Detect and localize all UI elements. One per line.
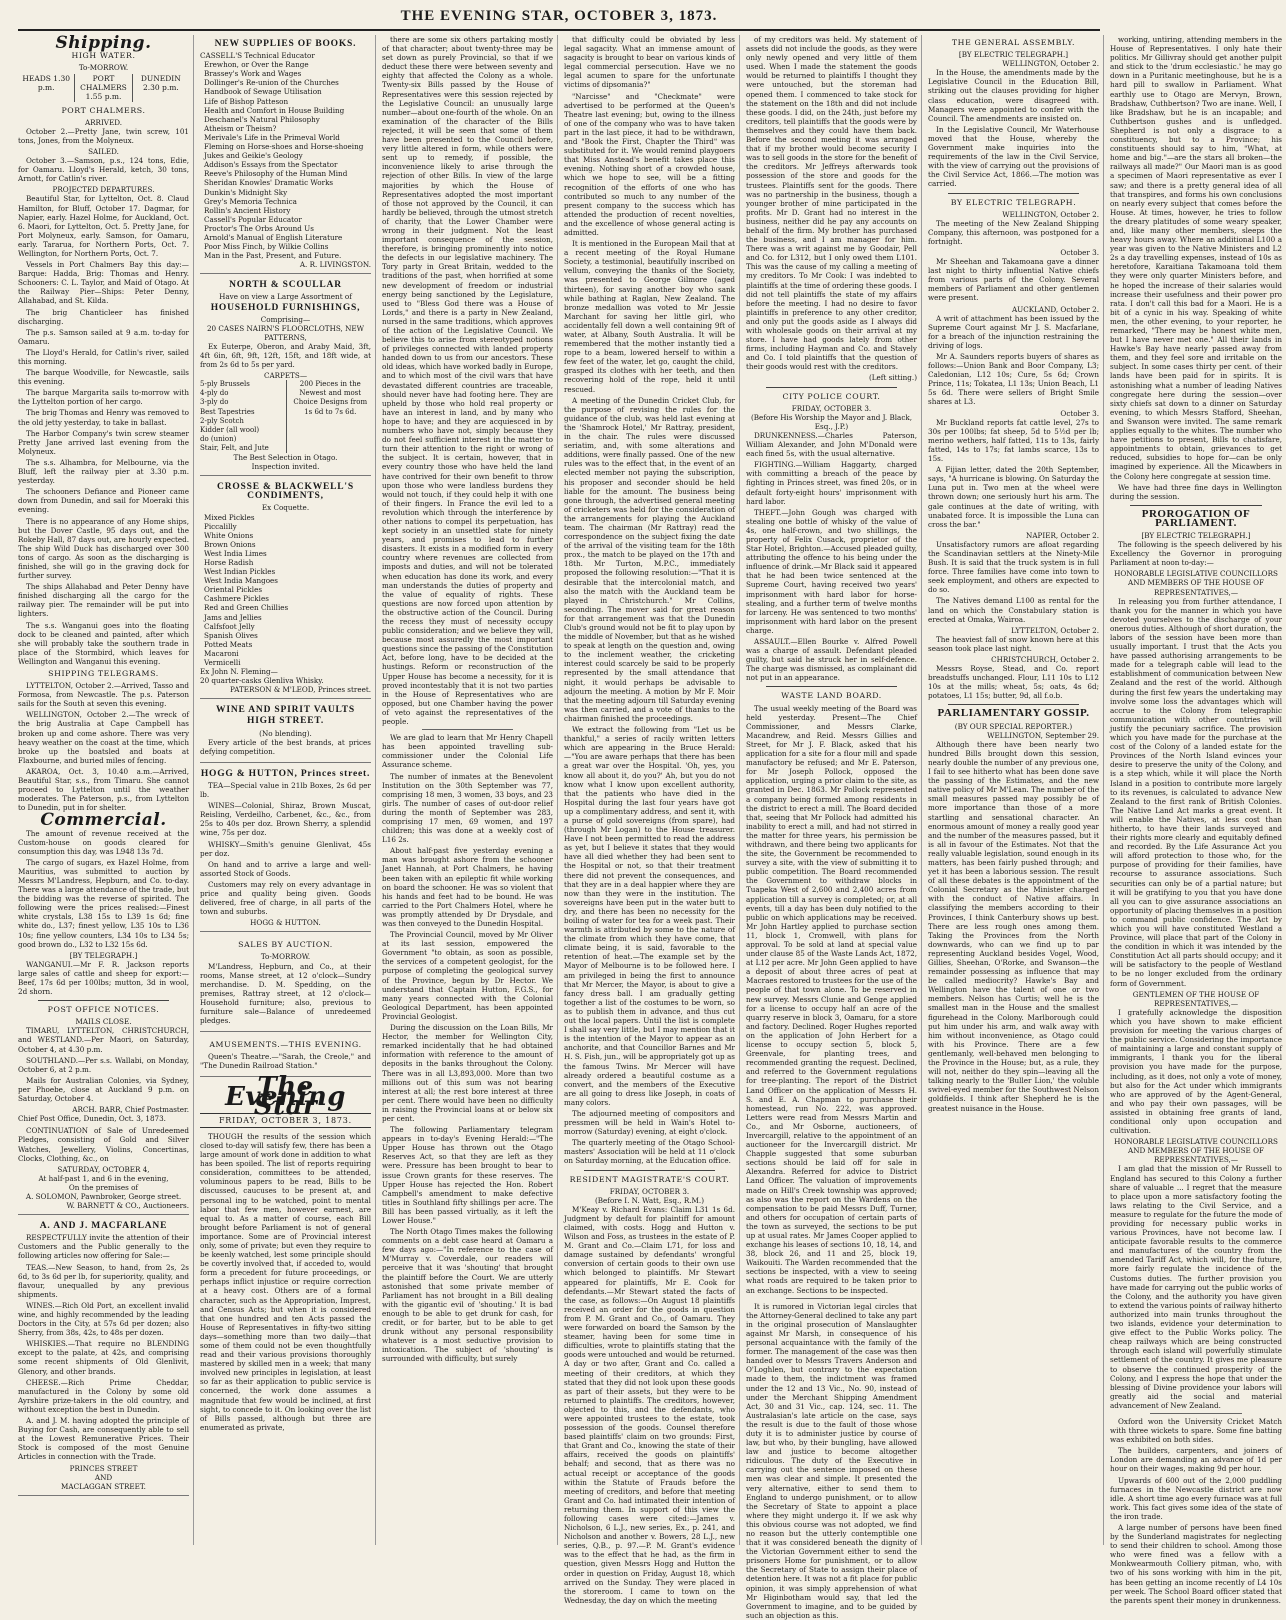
ad-text: CONTINUATION of Sale of Unredeemed Pledges, consisting of Gold and Silver Watches, Jewellery, Violins, Concertinas, Clocks, Clothing, &c., on (18, 1126, 189, 1163)
book-item: Jukes and Geikie's Geology (204, 151, 303, 161)
by-telegraph-label: [BY ELECTRIC TELEGRAPH.] (1141, 530, 1251, 540)
dateline-place: WELLINGTON, October 2. (1002, 59, 1099, 69)
ad-heading: WINE AND SPIRIT VAULTS (216, 705, 355, 716)
arrived-text: October 2.—Pretty Jane, twin screw, 101 tons, Jones, from the Molyneux. (18, 126, 189, 145)
divider (766, 387, 897, 388)
condiment-item: Potted Meats (204, 639, 253, 649)
rm-court-text: M'Keay v. Richard Evans: Claim L31 1s 6d. Judgment by default for plaintiff for amount claimed, with costs. Hogg and Hutton v. Wilson and Foss, as trustees in the estate of P. M. Grant and Co.—Claim L71, for loss and damage sustained by defendants' wrongful conversion of certain goods to their own use which belonged to plaintiffs. Mr Stewart appeared for plaintiffs, Mr E. Cook for defendants.—Mr Stewart stated the facts of the case, as follows:—On August 18 plaintiffs received an order for the goods in question from P. M. Grant and Co., of Oamaru. They were forwarded on board the Samson by the steamer, having been for some time in difficulties, wrote to plaintiffs stating that the goods were untouched and would be returned. A day or two after, Grant and Co. called a meeting of their creditors, at which they stated that they did not look upon these goods as part of their assets, but they were to be returned to plaintiffs. The creditors, however, objected to this, and the defendants, who were appointed trustees to the estate, took possession of the goods. Counsel therefore based plaintiffs' claim on two grounds: First, that Grant and Co., knowing the state of their affairs, received the goods on plaintiffs' behalf; and second, that as there was no actual receipt or acceptance of the goods within the Statute of Frauds before the meeting of creditors, and before that meeting Grant and Co. had intimated their intention of returning them. In support of this view the following cases were cited:—James v. Nicholson, 6 L.J., new series, Ex., p. 241, and Nicholson and another v. Bowers, 28 L.J., new series, Q.B., p. 97.—P. M. Grant's evidence was to the effect that he had, as the firm in question, given Messrs Hogg and Hutton the order in question on Friday, August 18, which arrived on the Sunday. They were placed in the storeroom. I came to town on the Wednesday, the day on which the meeting (564, 1204, 735, 1605)
ad-signature: PATERSON & M'LEOD, Princes street. (230, 685, 371, 695)
columns (18, 33, 1282, 1620)
condiment-item: Mixed Pickles (204, 512, 255, 522)
divider (38, 1000, 169, 1001)
telegraph-text: A writ of attachment has been issued by the Supreme Court against Mr J. S. Macfarlane, for a breach of the injunction restraining the driving of logs. (928, 313, 1099, 350)
ad-heading: HOGG & HUTTON, Princes street. (200, 768, 371, 779)
book-item: Erewhon, or Over the Range (204, 60, 309, 70)
condiment-item: Oriental Pickles (204, 585, 263, 595)
ad-text: M'Landress, Hepburn, and Co., at their rooms, Manse street, at 12 o'clock—Sundry merchandise. D. M. Spedding, on the premises, Rattray street, at 12 o'clock—Household furniture; also, previous to furniture sale—Balance of unredeemed pledges. (200, 961, 371, 1026)
news-item: Oxford won the University Cricket Match with three wickets to spare. Some fine batting was exhibited on both sides. (1110, 1416, 1282, 1445)
news-item: It is mentioned in the European Mail that at a recent meeting of the Royal Humane Society, a testimonial, beautifully inscribed on vellum, conveying the thanks of the Society, was presented to George Gilmore (aged thirteen), for saving another boy who sank while bathing at Raglan, New Zealand. The bronze medallion was voted to Mr Jessie Marchant for saving her little girl, who accidentally fell down a well containing 9ft of water, at Albany, South Australia. It will be remembered that the mother instantly tied a rope to a beam, lowered herself to within a few feet of the water, let go, caught the child, grasped its clothes with her teeth, and then recovering hold of the rope, held it until rescued. (564, 239, 735, 394)
carpet-item: 3-ply do (200, 398, 229, 407)
condiment-item: Spanish Olives (204, 630, 258, 640)
police-text: FIGHTING.—William Haggarty, charged with committing a breach of the peace by fighting in Princes street, was fined 20s, or in default forty-eight hours' imprisonment with hard labor. (746, 460, 917, 506)
projected-text: Beautiful Star, for Lyttelton, Oct. 8. Claud Hamilton, for Bluff, October 17. Dagmar, for Napier, early. Hazel Holme, for Auckland, Oct. 6. Maori, for Lyttelton, Oct. 5. Pretty Jane, for Port Molyneux, early. Samson, for Oamaru, early. Tararua, for Northern Ports, Oct. 7. Wellington, for Northern Ports, Oct. 7. (18, 194, 189, 258)
ad-text: Ex Euterpe, Oberon, and Araby Maid, 3ft, 4ft 6in, 6ft, 9ft, 12ft, 15ft, and 18ft wide, at from 2s 6d to 5s per yard. (200, 341, 371, 370)
post-office-heading: POST OFFICE NOTICES. (47, 1005, 160, 1015)
book-item: Cassell's Popular Educator (204, 214, 302, 224)
shipping-para: The s.s. Alhambra, for Melbourne, via the Bluff, left the railway pier at 3.30 p.m. yesterday. (18, 457, 189, 486)
news-item: that difficulty could be obviated by less legal sagacity. What an immense amount of sagacity is brought to bear on various kinds of legal commercial persecution. Have we no legal acumen to spare for the unfortunate victims of dipsomania?" (564, 35, 735, 90)
shipping-para: There is no appearance of any Home ships, but the Dover Castle, 95 days out, and the Rokeby Hall, 87 days out, are hourly expected. The ship Wild Duck has discharged over 300 tons of cargo. As soon as the discharging is finished, she will go in the graving dock for further survey. (18, 516, 189, 581)
post-text: SOUTHLAND.—Per s.s. Wallabi, on Monday, October 6, at 2 p.m. (18, 1055, 189, 1074)
shipping-para: The p.s. Samson sailed at 9 a.m. to-day for Oamaru. (18, 327, 189, 346)
carpet-item: do (union) (200, 434, 237, 443)
telegram-text: WELLINGTON, October 2.—The wreck of the brig Australia at Cape Campbell has broken up and come ashore. There was very heavy weather on the coast at the time, which broke up the boatsled and boats at Flaxbourne, and buried miles of fencing. (18, 710, 189, 765)
carpet-item: Stair, Felt, and Jute (200, 443, 269, 452)
ad-text: (No blending). (259, 728, 312, 738)
ad-text: CARPETS— (263, 371, 308, 381)
masthead: THE EVENING STAR, OCTOBER 3, 1873. (18, 8, 1100, 31)
ad-macfarlane (18, 1217, 189, 1496)
ad-text: 20 CASES NAIRN'S FLOORCLOTHS, NEW PATTERNS, (206, 323, 365, 342)
telegraph-text: Unsatisfactory rumors are afloat regarding the Scandinavian settlers at the Ninety-Mile Bush. It is said that the truck system is in full force. Three families have come into town to seek employment, and others are expected to do so. (928, 539, 1099, 595)
ad-text: Have on view a Large Assortment of (219, 292, 352, 302)
condiments-list (200, 513, 371, 668)
news-item: Upwards of 600 out of the 2,000 puddling furnaces in the Newcastle district are now idle. A short time ago every furnace was at full work. This fact gives some idea of the state of the iron trade. (1110, 1475, 1282, 1521)
book-item: Brassey's Work and Wages (204, 69, 302, 79)
ad-text: RESPECTFULLY invite the attention of their Customers and the Public generally to the following articles now offering for Sale:— (18, 1233, 189, 1261)
special-reporter-label: (BY OUR SPECIAL REPORTER.) (954, 721, 1073, 731)
telegraph-text: The Natives demand L100 as rental for the land on which the Constabulary station is erected at Omaka, Wairoa. (928, 596, 1099, 624)
news-item: We extract the following from "Let us be thankful," a series of racily written letters which are appearing in the Bruce Herald:—"You are aware perhaps that there has been a great war over the Hospital. 'Oh, yes, you know all about it, do you?' Ah, but you do not know what I know upon excellent authority, that the patients who have died in the Hospital during the last four years have got up a complimentary address, and sent it, with a purse of gold sovereigns (from spare), had (through Mr Logan) to the House treasurer. Have I not been permitted to read the address as yet, but I believe it states that they would have all died whether they had been sent to the Hospital or not, so that their treatment there did not prevent the consequences, and that they are in a deal happier where they are now than they were in the institution. The sovereigns have been put in the water butt to dry, and there has been no necessity for the boiling of water for tea for a week past. Their warmth is attributed by some to the nature of the climate from which they have come, that climate being, it is said, favorable to the retention of heat.—The example set by the Mayor of Melbourne is to be followed here. I am privileged in being the first to announce that Mr Mercer, the Mayor, is about to give a fancy dress ball. I am gradually getting together a list of the costumes to be worn, so as to publish them in advance, and thus cut out the local papers. Until the list is complete I shall say very little, but I may mention that it is the intention of the Mayor to appear as an anchorite, and that Councillor Barnes and Mr H. S. Fish, jun., will be appropriately got up as the famous Twins. Mr Mercer will have already ordered a beautiful costume as a convert, and the members of the Executive are all going to dress like Joseph, in coats of many colors. (564, 725, 735, 1107)
carpets-list (200, 380, 282, 453)
dateline-place: CHRISTCHURCH, October 2. (991, 655, 1099, 664)
to-morrow-label: To-MORROW. (78, 63, 129, 73)
ad-text: WINES.—Rich Old Port, an excellent invalid wine, and highly recommended by the leading Doctors in the City, at 57s 6d per dozen; also Sherry, from 38s, 42s, to 48s per dozen. (18, 1300, 189, 1338)
ad-hogg-hutton (200, 765, 371, 933)
news-item: The adjourned meeting of compositors and pressmen will be held in Wain's Hotel to-morrow (Saturday) evening, at eight o'clock. (564, 1108, 735, 1137)
prorogation-text: The following is the speech delivered by his Excellency the Governor in proroguing Parliament at noon to-day:— (1110, 540, 1282, 568)
column-4 (564, 35, 740, 1605)
book-item: Merivale's Life in the Primeval World (204, 132, 340, 142)
telegram-text: LYTTELTON, October 2.—Arrived, Tasso and Formosa, from Newcastle. The p.s. Paterson sails for the South at seven this evening. (18, 681, 189, 709)
tide-heads: HEADS 1.30 p.m. (22, 74, 70, 93)
sailed-label: SAILED. (88, 146, 119, 156)
book-item: Health and Comfort in House Building (204, 105, 345, 115)
condiment-item: Brown Onions (204, 539, 256, 549)
column-3 (382, 35, 558, 1545)
commercial-heading: Commercial. (40, 810, 167, 831)
condiment-item: West India Limes (204, 548, 267, 558)
ad-heading: A. AND J. MACFARLANE (39, 1221, 168, 1232)
ad-signature: A. R. LIVINGSTON. (299, 260, 371, 270)
commercial-text: The amount of revenue received at the Custom-house on goods cleared for consumption this day, was L948 13s 7d. (18, 828, 189, 856)
news-item: We are glad to learn that Mr Henry Chapell has been appointed travelling sub-commissioner under the Colonial Life Assurance scheme. (382, 733, 553, 770)
column-1 (18, 35, 194, 1545)
address-heading: HONORABLE LEGISLATIVE COUNCILLORS AND MEMBERS OF THE HOUSE OF REPRESENTATIVES,— (1114, 1137, 1278, 1165)
dateline-place: NAPIER, October 2. (1026, 530, 1099, 540)
shipping-heading: Shipping. (55, 33, 152, 53)
shipping-para: The brig Chanticleer has finished discharging. (18, 307, 189, 326)
dateline-place: LYTTELTON, October 2. (1011, 625, 1099, 635)
waste-land-heading: WASTE LAND BOARD. (781, 691, 882, 701)
shipping-para: The barque Woodville, for Newcastle, sails this evening. (18, 368, 189, 387)
condiment-item: Calfsfoot Jelly (204, 621, 255, 631)
carpet-item: 5-ply Brussels (200, 380, 250, 389)
address-heading: GENTLEMEN OF THE HOUSE OF REPRESENTATIVES,— (1132, 989, 1260, 1008)
ad-heading: NORTH & SCOULLAR (229, 280, 342, 291)
ad-signature: HOGG & HUTTON. (250, 918, 321, 928)
assembly-text: In the House, the amendments made by the Legislative Council in the Education Bill, striking out the clauses providing for higher class education, were disagreed with. Managers were appointed to confer with the Council. The amendments are insisted on. (928, 68, 1099, 123)
ad-text: CASSELL'S Technical Educator (200, 51, 315, 61)
gossip-heading: PARLIAMENTARY GOSSIP. (937, 707, 1090, 720)
leader-text: there are some six others partaking mostly of that character; about twenty-three may be set down as purely Provincial, so that if we deduct these there were between seventy and eighty that affected the Colony as a whole. Twenty-six Bills passed by the House of Representatives were this session rejected by the Legislative Council: an unusually large number—about one-fourth of the whole. On an examination of the character of the Bills rejected, it will be seen that some of them have been presented to the Council before, very little altered in form, while others were sent up to remedy, if possible, the inconvenience likely to arise through the rejection of other Bills. In view of the large majorities by which the House of Representatives adopted the most important of those not approved by the Council, it can hardly be believed, through the utmost stretch of charity, that the Lower Chamber were wrong in their judgment. Not the least important consequence of the session, therefore, is bringing prominently into notice the defects in our legislative machinery. The Tory party in Great Britain, wedded to the traditions of the past, when horrified at some new development of freedom or industrial energy being sanctioned by the Legislature, used to "Bless God there was a House of Lords," and there is a party in New Zealand, nursed in the same traditions, which approves of the action of the Legislative Council. We believe this to arise from stereotyped notions of privileges connected with landed property handed down to us from our ancestors. These old ideas, which have worked badly in Europe, and to which most of the civil wars that have devastated different countries are traceable, should never have had footing here. They are upheld by those who hold real property or have an interest in land, and by many who hope to have; and they are acquiesced in by numbers who have not, simply because they do not feel sufficient interest in the matter to turn their attention to the right or wrong of the subject. It is certain, however, that in every country those who have held the land have contrived for their own benefit to throw upon those who were landless burdens they would not touch, if they could help it with one of their fingers. In France the evil led to a revolution which through the interference by other nations to compel its perpetuation, has kept society in an unsettled state for ninety years, and promises to lead to further disasters. It exists in a modified form in every country where revenues are collected from imposts and duties, and will not be tolerated when education has done its work, and every man understands the duties of property and the value of equality of rights. These questions are now forced upon attention by the obstructive action of the Council. During the recess they must of necessity occupy public consideration; and we believe they will, because most assuredly the most important questions since the passing of the Constitution Act, before long, have to be decided at the hustings. Reform or reconstruction of the Upper House has become a necessity, for it is proved incontestably that it is not two parties in the House of Representatives who are opposed, but one Chamber having the power of veto against the representatives of the people. (382, 35, 553, 727)
ad-text: TEA—Special value in 21lb Boxes, 2s 6d per lb. (200, 780, 371, 800)
book-item: Man in the Past, Present, and Future. (204, 251, 342, 261)
gossip-text: Although there have been nearly two hundred Bills brought down this session, nearly double the number of any previous one, I fail to see hitherto what has been done save the passing of the Estimates, and the new native policy of Mr M'Lean. The number of the small measures passed may possibly be of more importance than those of a more startling and sensational character. An enormous amount of money a really good year and the number of the measures passed, but it is all in favour of the Estimates. Not that the really valuable legislation, sound enough in its matters, has been fairly pushed through; and yet it has been a laborious session. The result of all these debates is the appointment of the Colonial Secretary as the Minister charged with the conduct of Native affairs. In classifying the members according to their Provinces, I think Canterbury shows up best. There are less rough ones among them. Taking the Provinces from the North downwards, who can we find up to par representing Auckland besides Vogel, Wood, Gillies, Sheehan, O'Rorke, and Swanson—the remainder possessing as influence that may be called mediocrity? Hawke's Bay and Wellington have the talent of one or two members. Nelson has Curtis; well he is the smallest man in the House and the smallest figurehead in the Colony. Marlborough could put him under his arm, and walk away with him without inconvenience, as Otago could with his Province. There are a few gentlemanly, well-behaved men belonging to the Province in the House; but, as a rule, they will not, neither do they spin—leaving all the talking nearly to the 'Buller Lion,' the voluble swivel-eyed member for the Southwest Nelson goldfields. I think after Shepherd he is the greatest nuisance in the House. (928, 739, 1099, 1113)
ad-text: To-MORROW. (260, 952, 311, 962)
telegrams-heading: SHIPPING TELEGRAMS. (48, 669, 159, 678)
high-water-heading: HIGH WATER. (71, 51, 136, 61)
tide-table (18, 74, 189, 101)
post-text: TIMARU, LYTTELTON, CHRISTCHURCH, and WESTLAND.—Per Maori, on Saturday, October 4, at 4.30 p.m. (18, 1026, 189, 1054)
news-item: The following Parliamentary telegram appears in to-day's Evening Herald:—"The Upper House has thrown out the Otago Reserves Act, so that they are left as they were. Pressure has been brought to bear to issue Crown grants for these reserves. The Upper House has rejected the Hon. Robert Campbell's amendment to make defective titles in Southland fifty shillings per acre. The Bill has been passed virtually, as it left the Lower House." (382, 1125, 553, 1225)
ad-text: 20 quarter-casks Glenliva Whisky. (200, 676, 324, 686)
gossip-text: working, untiring, attending members in the House of Representatives. I only hate their politics. Mr Gillivray should get another pulpit and stick to the 'drum ecclesiastic.' he may go down in a Puritanic meetinghouse, but he is a hard pill to swallow in Parliament. What earthly use to Otago are Mervyn, Brown, Bradshaw, Cuthbertson? Two are inane. Well, I like Bradshaw, but he is an incapable; and Cuthbertson gushes and is unfledged. Shepherd is not only a disgrace to a constituency, but to a Province; his constituents should say to him, "What, at home and big."—are the stars all broken—the railways all made?" Our Maori man is as good a specimen of Maori representative as ever I saw; and there is a pretty general idea of all that transpires, and forms his own conclusions on nearly every subject that comes before the House. At times, however, he tries to follow the dreary platitudes of some weary speaker, and, like many other members, sleeps the heavy hours away. Where an additional L100 a year was given to the Native Ministers and L2 2s a day travelling expenses, instead of 10s as heretofore, Karaitiana Takamoana told them they were only quarter Ministers before, and he hoped the increase of their salaries would increase their usefulness and their power pro rata. I don't call this bad for a Maori. He is a bit of a cynic in his way. Speaking of white men, the other evening, to your reporter, he remarked, "There may be honest white men, but I have never met one." All their lands in Hawke's Bay have nearly passed away from them, and they feel sore and irritable on the subject. In some cases thirty per cent. of their lands have been paid for in spirits. It is astonishing what a number of leading Natives congregate here during the session—over sixty chiefs sat down to a dinner on Saturday evening, to which Messrs Stafford, Sheehan, and Swanson were invited. The same remark applies equally to the whites. The number who have petitions to present, Bills to chatisfare, appointments to obtain, grievances to get reduced, subsidies to hope for—can be only imagined by experience. All the Micawbers in the Colony here congregate at session time. (1110, 35, 1282, 481)
arrived-label: ARRIVED. (84, 117, 123, 127)
news-item: The North Otago Times makes the following comments on a debt case heard at Oamaru a few days ago:—"In reference to the case of M'Murray v. Coverdale, our readers will perceive that it was 'shouting' that brought the plaintiff before the Court. We are utterly astonished that some private member of Parliament has not brought in a Bill dealing with the gigantic evil of 'shouting.' It is bad enough to be able to get drunk for cash, for credit, or for barter, but to be able to get drunk without any personal responsibility whatever is a most seductive provision to intoxication. The subject of 'shouting' is surrounded with difficulty, but surely (382, 1227, 553, 1364)
auction-heading: SALES BY AUCTION. (238, 940, 333, 950)
ad-text: Ex John N. Fleming— (200, 667, 278, 677)
ad-text: WHISKY—Smith's genuine Glenlivat, 45s per doz. (200, 839, 371, 858)
carpets-table (200, 380, 371, 453)
post-text: Mails for Australian Colonies, via Sydney, per Phoebe, close at Auckland 9 p.m. on Saturday, October 4. (18, 1075, 189, 1104)
police-text: THEFT.—John Gough was charged with stealing one bottle of whisky of the value of 4s, one half-crown, and two shillings, the property of Felix Cusack, proprietor of the Star Hotel, Brighton.—Accused pleaded guilty, attributing the offence to his being under the influence of drink.—Mr Black said it appeared that he had been twice sentenced at the Supreme Court, having received two years' imprisonment with hard labor for horse-stealing, and a further term of twelve months for larceny. He was sentenced to two months' imprisonment with hard labor on the present charge. (746, 507, 917, 635)
ad-text: Customers may rely on every advantage in price and quality being given. Goods delivered, free of charge, in all parts of the town and suburbs. (200, 879, 371, 917)
ad-text: A. and J. M. having adopted the principle of Buying for Cash, are consequently able to sell at the Lowest Remunerative Prices. Their Stock is composed of the most Genuine Articles in connection with the Trade. (18, 1416, 189, 1462)
books-list (200, 60, 371, 260)
carpet-item: Best Tapestries (200, 407, 255, 416)
ad-amusements (200, 1034, 371, 1077)
ad-text: WINES—Colonial, Shiraz, Brown Muscat, Reisling, Verdeilho, Carbenet, &c., &c., from 25s to 40s per doz. Brown Sherry, a splendid wine, 75s per doz. (200, 801, 371, 838)
police-text: ASSAULT.—Ellen Bourke v. Alfred Powell was a charge of assault. Defendant pleaded guilty, but said he struck her in self-defence. The charge was dismissed, as complainant did not put in an appearance. (746, 637, 917, 683)
telegraph-text: Messrs Royse, Stead, and Co. report breadstuffs unchanged. Flour, L11 10s to L12 10s at the mills; wheat, 5s; oats, 4s 6d; potatoes, L1 15s; butter, 9d, all f.o.b. (928, 664, 1099, 701)
condiment-item: Vermicelli (204, 658, 241, 667)
telegraph-text: Mr A. Saunders reports buyers of shares as follows:—Union Bank and Boor Company, L3; Caledonian, L12 10s; Cure, 5s 6d; Crown Prince, 11s; Tokatea, L1 13s; Union Beach, L1 5s 6d. There were sellers of Bright Smile shares at L3. (928, 352, 1099, 407)
ad-text: Ex Coquette. (261, 503, 310, 513)
rm-court-heading: RESIDENT MAGISTRATE'S COURT. (569, 1174, 730, 1184)
book-item: Dollinger's Re-union of the Churches (204, 78, 339, 88)
divider (786, 1298, 877, 1299)
divider (584, 1170, 715, 1171)
carpet-item: 4-ply do (200, 389, 229, 398)
dateline-place: WELLINGTON, October 2. (1002, 209, 1099, 219)
amusements-heading: AMUSEMENTS.—THIS EVENING. (209, 1040, 362, 1050)
telegraph-text: The heaviest fall of snow known here at this season took place last night. (928, 634, 1099, 653)
ad-continuation-sale (18, 1123, 189, 1215)
waste-land-text: The usual weekly meeting of the Board was held yesterday. Present—The Chief Commissioner, and Messrs Clarke, Macandrew, and Reid. Messrs Gillies and Street, for Mr J. F. Black, asked that his application for a site for a flour mill and spade manufactory be refused; and Mr E. Paterson, for Mr Joseph Pollock, opposed the application, urging a prior claim to the site, as granted in Dec. 1863. Mr Pollock represented a company being formed among residents in the district to erect a mill. The Board decided that, seeing that Mr Pollock had admitted his inability to erect a mill, and had not stirred in the matter for three years, his permission be withdrawn, and there being two applicants for the site, the Government be recommended to survey a site, with the view of submitting it to public competition. The Board recommended the Government to withdraw blocks in Tuapeka West of 2,600 and 2,400 acres from application till a survey is completed; or, at all events, till a day has been duly notified to the public on which applications may be received. Mr John Hartley applied to purchase section 11, block 1, Cromwell, with plans for approval. To be sold at land at special value under clause 85 of the Waste Lands Act, 1872, at L12 per acre. Mr John Geen applied to have a deposit of about three acres of peat at Macraes restored to trustees for the use of the people of that town alone. To be reserved in new survey. Messrs Clunie and Genge applied for a license to occupy half an acre of the quarry reserve in block 3, Oamaru, for a store and factory. Declined. Roger Hughes reported on the application of John Herbert for a license to occupy section 5, block 5, Greenvale, for planting trees, and recommended granting the request. Declined, and referred to the Government regulations for tree-planting. The report of the District Land Officer on the application of Messrs H. S. and E. A. Chapman to purchase their homestead, run No. 222, was approved. Letters were read from Messrs Martin and Co., and Mr Osborne, auctioneers, of Invercargill, relative to the appointment of an auctioneer for the Invercargill district. Mr Chapple suggested that some suburban sections should be laid off for sale in Alexandra. Referred for advice to District Land Officer. The valuation of improvements made on Hill's Creek township was approved; as also was the report on the Wardens on the compensation to be paid Messrs Duff, Turner, and others for occupation of certain parts of the town as surveyed, the sections to be put up at usual rates. Mr James Cooper applied to exchange his leases of sections 10, 18, 14, and 38, block 26, and 11 and 25, block 19, Waikouiti. The Warden recommended that the sections be inspected, with a view to seeing what roads are required to be taken prior to an exchange. Sections to be inspected. (746, 703, 917, 1295)
book-item: Poor Miss Finch, by Wilkie Collins (204, 242, 329, 252)
book-item: Reeve's Philosophy of the Human Mind (204, 169, 348, 179)
telegraph-text: Mr Sheehan and Takamoana gave a dinner last night to thirty influential Native chiefs from various parts of the Colony. Several members of Parliament and other gentlemen were present. (928, 257, 1099, 303)
rm-court-before: (Before I. N. Watt, Esq., R.M.) (594, 1195, 705, 1205)
police-court-heading: CITY POLICE COURT. (782, 391, 881, 401)
shipping-para: The brig Thomas and Henry was removed to the old jetty yesterday, to take in ballast. (18, 408, 189, 427)
column-6 (928, 35, 1104, 1545)
police-court-before: (Before His Worship the Mayor and J. Black, Esq., J.P.) (750, 412, 913, 431)
commercial-text: WANGANUI.—Mr F. R. Jackson reports large sales of cattle and sheep for export:—Beef, 17s 6d per 100lbs; mutton, 3d in wool, 2d shorn. (18, 959, 189, 997)
mails-close-label: MAILS CLOSE. (75, 1017, 132, 1027)
ad-text: The Best Selection in Otago. (233, 453, 338, 463)
ad-text: CHEESE.—Rich Prime Cheddar, manufactured in the Colony by some old Ayrshire prize-takers in the old country, and without exception the best in Dunedin. (18, 1377, 189, 1414)
book-item: Handbook of Sewage Utilisation (204, 87, 322, 97)
news-item: The Provincial Council, moved by Mr Oliver at its last session, empowered the Government "to obtain, as soon as possible, the services of a competent geologist, for the purpose of completing the geological survey of the Province, begun by Dr Hector. We understand that Captain Hutton, F.G.S., for many years connected with the Colonial Geological Department, has been appointed Provincial Geologist. (382, 930, 553, 1021)
dateline-place: October 3. (1060, 408, 1099, 418)
prorogation-heading: PROROGATION OF PARLIAMENT. (1141, 507, 1251, 529)
book-item: Arnold's Manual of English Literature (204, 232, 343, 242)
leader-text: THOUGH the results of the session which closed to-day will satisfy few, there has been a large amount of work done in addition to what has been spoiled. The list of reports requiring consideration, committees to be attended, voluminous papers to be read, Bills to be discussed, caucuses to be present at, and personal ing to be watched, point to mental labor that few men, however earnest, are equal to. As a matter of course, each Bill brought before Parliament is not of general importance. Some are of Provincial interest only, some of private; but even they require to be keenly watched, lest some principle should be covertly involved that, if acceded to, would form a precedent for future proceedings, or perhaps inflict injustice or require correction at a heavy cost. Others are of a formal character, such as the Appropriation, Imprest, and Census Acts; but when it is considered that one hundred and ten Acts passed the House of Representatives in fifty-two sitting days—something more than two daily—that some of them could not be even thoughtfully read and their various provisions thoroughly mastered by skilled men in a week; that many involved new principles in legislation, at least so far as their application to public service is concerned, the work done assumes a magnitude that few would be inclined, at first sight, to concede to it. On looking over the list of Bills passed, although but three are enumerated as private, (200, 1131, 371, 1432)
prorogation-text: In releasing you from further attendance, I thank you for the manner in which you have devoted yourselves to the discharge of your onerous duties. Although of short duration, the labors of the session have been more than usually important. I trust that the Acts you have passed authorising arrangements to be made for a telegraph cable will lead to the establishment of communication between New Zealand and the rest of the world. Although during the first few years the undertaking may involve some loss the advantages which will accrue to the Colony from telegraphic communication with other countries will justify the pecuniary sacrifice. The provision which you have made for the purchase at the cost of the Colony of a landed estate for the Provinces of the North Island evinces your desire to preserve the unity of the Colony, and is a step which, while it will place the North Island in a position to contribute more largely to its revenues, is calculated to advance New Zealand to the first rank of British Colonies. The Native Land Act marks a great event. It will enable the Natives, at less cost than hitherto, to have their lands surveyed and their rights more clearly and equitably defined and recorded. By the Life Assurance Act you will afford protection to those who, for the purpose of providing for their families, have recourse to assurance associations. Such securities can only be of a partial nature; but it will be gratifying to you that you have done all you can to give assurance associations an opportunity of placing themselves in a position to command public confidence. The Act by which you will have constituted Westland a Province, will place that part of the Colony in the condition in which it was intended by the Constitution Act all parts should occupy; and it will be satisfactory to the people of Westland to be no longer excluded from the ordinary form of Government. (1110, 596, 1282, 988)
shipping-para: The ships Allahabad and Peter Denny have finished discharging all the cargo for the railway pier. The remainder will be put into lighters. (18, 582, 189, 619)
by-telegraph-label: [BY TELEGRAPH.] (69, 950, 138, 960)
book-item: Dunkin's Midnight Sky (204, 187, 288, 197)
projected-label: PROJECTED DEPARTURES. (52, 185, 155, 195)
shipping-para: The Harbor Company's twin screw steamer Pretty Jane arrived last evening from the Molyneux. (18, 428, 189, 456)
carpets-note: 200 Pieces in the Newest and most Choice Designs from 1s 6d to 7s 6d. (286, 380, 372, 453)
ad-text: Every article of the best brands, at prices defying competition. (200, 737, 371, 756)
general-assembly-heading: THE GENERAL ASSEMBLY. (951, 38, 1076, 47)
ad-address: AND (94, 1472, 113, 1482)
ad-text: On hand and to arrive a large and well-assorted Stock of Goods. (200, 859, 371, 878)
court-text: of my creditors was held. My statement of assets did not include the goods, as they were only newly opened and very little of them used. When I made the statement the goods would be returned to plaintiffs I thought they were untouched, but the storeman had opened them. I commenced to take stock for the statement on the 18th and did not include these goods. I did, on the 24th, just before my creditors, tell plaintiffs that the goods were by themselves and they could have them back. Before the second meeting it was arranged that if my brother would become security I was to sell goods in the store for the benefit of the creditors. Mr Jeffreys afterwards took possession of the store and goods for the trustees. Plaintiffs sent for the goods. There was no partnership in the business, though a younger brother of mine participated in the profits. Mr D. Grant had no interest in the business, neither did he pay any accounts on behalf of the firm. My brother has purchased the business, and I am manager for him. There was a writ against me by Goodair, Pell and Co. for L312, but I only owed them L101. This was the cause of my calling a meeting of my creditors. To Mr Cook: I was indebted to plaintiffs at the time of ordering these goods. I did not tell plaintiffs the state of my affairs before the meeting. I had no desire to favor plaintiffs in preference to any other creditor, and only put the goods aside as I always did with wholesale goods on their arrival at my store. I have had goods lately from other firms, including Hayman and Co. and Stavely and Co. I told plaintiffs that the question of their goods would rest with the creditors. (746, 35, 917, 372)
condiment-item: Cashmere Pickles (204, 594, 269, 604)
telegraph-heading: BY ELECTRIC TELEGRAPH. (950, 197, 1077, 207)
news-item: "Narcisse" and "Checkmate" were advertised to be performed at the Queen's Theatre last evening; but, owing to the illness of one of the company who was to have taken part in the last piece, it had to be withdrawn, and "Book the First, Chapter the Third" was substituted for it. We would remind playgoers that Miss Anstead's benefit takes place this evening. Nothing short of a crowded house, which we hope to see, will be a fitting recognition of the efforts of one who has contributed so much to any number of the present company to the success which has attended the production of recent novelties, and the excellence of whose general acting is admitted. (564, 91, 735, 237)
commercial-text: The cargo of sugars, ex Hazel Holme, from Mauritius, was submitted to auction by Messrs M'Landress, Hepburn, and Co. to-day. There was a large attendance of the trade, but the bidding was the reverse of spirited. The following were the prices realised:—Finest white crystals, L38 15s to L39 1s 6d; fine white do., L37; finest yellow, L35 10s to L36 10s; fine yellow counters, L34 10s to L34 5s; good brown do., L32 to L32 15s 6d. (18, 857, 189, 949)
condiment-item: West India Mangoes (204, 576, 278, 586)
column-7 (1110, 35, 1286, 1605)
book-item: Rollin's Ancient History (204, 205, 291, 215)
divider (422, 729, 513, 730)
news-item: The quarterly meeting of the Otago School-masters' Association will be held at 11 o'clock on Saturday morning, at the Education office. (564, 1138, 735, 1166)
police-text: DRUNKENNESS.—Charles Paterson, William Alexander, and John M'Donald were each fined 5s, with the usual alternative. (746, 430, 917, 459)
carpet-item: 2-ply Scotch (200, 416, 244, 425)
ad-name: A. SOLOMON, Pawnbroker, George street. (25, 1191, 182, 1201)
port-chalmers-heading: PORT CHALMERS. (61, 105, 146, 115)
dateline-place: AUCKLAND, October 2. (1011, 304, 1099, 314)
ad-text: Inspection invited. (251, 462, 320, 472)
ad-heading: HIGH STREET. (247, 716, 324, 727)
condiment-item: Red and Green Chillies (204, 603, 289, 613)
condiment-item: Horse Radish (204, 557, 254, 567)
divider (1150, 1413, 1242, 1414)
column-5 (746, 35, 922, 1620)
news-item: A meeting of the Dunedin Cricket Club, for the purpose of revising the rules for the guidance of the club, was held last evening at the 'Shamrock Hotel,' Mr Rattray, president, in the chair. The rules were discussed seriatim, and, with some alterations and additions, were finally passed. One of the new rules was to the effect that, in the event of an elected member not paying the subscription, his proposer and seconder should be held liable for the amount. The business being gone through, the advertised general meeting of cricketers was held for the consideration of the arrangements for playing the Auckland team. The chairman (Mr Rattray) read the correspondence on the subject fixing the date of the arrival of the visiting team for the 18th prox., the match to be played on the 17th and 18th. Mr Turton, M.P.C., immediately proposed the following resolution:—"That it is desirable that the intercolonial match, and also the match with the Auckland team be played in Christchurch." Mr Collins, seconding. The mover said for great reason for that arrangement was that the Dunedin Club's ground would not be fit to play upon by the middle of November, but that as he wished to speak at length on the question and, owing to the inclement weather, the cricketing interest could scarcely be said to be properly represented by the small attendance that night, it would perhaps be advisable to adjourn the meeting. A motion by Mr F. Moir that the meeting adjourn till Saturday evening was then carried, and a vote of thanks to the chairman finished the proceedings. (564, 395, 735, 723)
divider (1130, 505, 1262, 506)
divider (948, 193, 1079, 194)
telegraph-text: A Fijian letter, dated the 20th September, says, "A hurricane is blowing. On Saturday the Luna put in. Two men at the wheel were thrown down; one seriously hurt his arm. The gale continues at the date of writing, with unabated force. It is impossible the Luna can cross the bar." (928, 465, 1099, 529)
shipping-para: The Lloyd's Herald, for Catlin's river, sailed this morning. (18, 347, 189, 366)
tide-port-chalmers: PORT CHALMERS 1.55 p.m. (74, 74, 131, 101)
assembly-text: In the Legislative Council, Mr Waterhouse moved that the House, whereby the Government make inquiries into the requirements of the law in the Civil Service, with the view of carrying out the provisions of the Civil Service Act, 1866.—The motion was carried. (928, 124, 1099, 189)
ad-books (200, 35, 371, 274)
ad-heading: HOUSEHOLD FURNISHINGS, (210, 302, 361, 313)
rm-court-date: FRIDAY, OCTOBER 3. (609, 1186, 690, 1196)
by-telegraph-label: [BY ELECTRIC TELEGRAPH.] (958, 50, 1069, 60)
prorogation-text: I gratefully acknowledge the disposition which you have shown to make efficient provision for meeting the various charges of the public service. Considering the importance of maintaining a large and constant supply of immigrants, I thank you for the liberal provision you have made for the purpose, including, as it does, not only a vote of money, but also for the Act under which immigrants who are approved of by the Agent-General, and who pay their own passages, will be assisted in obtaining free grants of land, conditional only upon occupation and cultivation. (1110, 1007, 1282, 1136)
news-item: During the discussion on the Loan Bills, Mr Hector, the member for Wellington City, remarked incidentally that he had obtained information with reference to the amount of deposits in the banks throughout the Colony. There was in all L3,893,000. More than two millions out of this sum was not bearing interest at all; the rest bore interest at three per cent. There would have been no difficulty in raising the Provincial loans at or below six per cent. (382, 1023, 553, 1123)
ad-auction (200, 934, 371, 1032)
book-item: Fleming on Horse-shoes and Horse-shoeing (204, 142, 364, 152)
ad-text: Queen's Theatre.—"Sarah, the Creole," and "The Dunedin Railroad Station." (200, 1052, 371, 1071)
ad-text: WHISKIES.—That require no BLENDING except to the palate, at 42s, and comprising some recent shipments of Old Glenlivit, Glenory, and other brands. (18, 1339, 189, 1376)
condiment-item: Jams and Jellies (204, 612, 262, 622)
news-item: It is rumored in Victorian legal circles that the Attorney-General declined to take any part in the original prosecution of Manslaughter against Mr Marsh, in consequence of his personal acquaintance with the family of the former. The management of the case was then handed over to Messrs Travers Anderson and O'Loghlen, but contrary to the expectation made to them, the indictment was framed under the 12 and 13 Vic., No. 90, instead of under the Merchant Shipping Amendment Act, 30 and 31 Vic., cap. 124, sec. 11. The Australasian's late article on the case, says the result is due to the fault of those whose duty it is to administer justice by course of law, but who, by their bungling, have allowed law and justice to become altogether ridiculous. The duty of the Executive in carrying out the sentence imposed on these men was clear and simple. It presented the very alternative, either to send them to England to undergo punishment, or to allow the Secretary of State to appoint a place where they might undergo it. If we ask why this obvious course was not adopted, we find no reason but the utterly contemptible one that it was considered beneath the dignity of the Victorian Government either to send the prisoners Home for punishment, or to allow the Secretary of State to assign their place of detention here. It was not a fit place for public opinion, it was simply apprehension of what Mr Higinbotham would say, that led the Government to imagine, and to be guided by such an objection as this. (746, 1301, 917, 1620)
news-item: A large number of persons have been fined by the Sunderland magistrates for neglecting to send their children to school. Among those who were fined was a fellow with a Monkwearmouth Colliery pitman, who, with two of his sons working with him in the pit, has been getting an income recently of L4 10s per week. The School Board officer stated that the parents spent their money in drunkenness. (1110, 1523, 1282, 1605)
ad-premises: On the premises of (68, 1182, 139, 1192)
ad-text: TEAS.—New Season, to hand, from 2s, 2s 6d, to 3s 6d per lb, for superiority, quality, and flavour, unequalled by any previous shipments. (18, 1262, 189, 1299)
dateline-place: October 3. (1060, 247, 1099, 257)
prorogation-text: I am glad that the mission of Mr Russell to England has secured to this Colony a further share of valuable ... I regret that the measure to place upon a more satisfactory footing the laws relating to the Civil Service, and a measure to regulate for the future the mode of providing for necessary public works in various Provinces, have not become law. I anticipate favorable results to the commerce and manufactures of the country from the amended Tariff Act, which will, for the future, more fairly regulate the incidence of the Customs duties. The further provision you have made for carrying out the public works of the Colony, and the authority you have given to extend the various points of railway hitherto authorized into main trunks throughout the two islands, evidence your determination to give effect to the Public Works policy. The cheap railways which are being constructed through each island will powerfully stimulate settlement of the country. It gives me pleasure to observe the continued prosperity of the Colony, and I express the hope that under the blessing of Divine providence your labors will greatly aid the social and material advancement of New Zealand. (1110, 1164, 1282, 1410)
news-item: The number of inmates at the Benevolent Institution on the 30th September was 77, comprising 18 men, 3 women, 33 boys, and 23 girls. The number of cases of out-door relief during the month of September was 283, comprising 17 men, 69 women, and 197 children; this was done at a weekly cost of L16 2s. (382, 771, 553, 845)
book-item: Grey's Memoria Technica (204, 196, 297, 206)
book-item: Life of Bishop Patteson (204, 96, 289, 106)
ad-wine-vaults (200, 701, 371, 762)
sailed-text: October 3.—Samson, p.s., 124 tons, Edie, for Oamaru. Lloyd's Herald, ketch, 30 tons, Arnott, for Catlin's river. (18, 156, 189, 184)
telegraph-text: Mr Buckland reports fat cattle level, 27s to 30s per 100lbs; fat sheep, 5d to 5½d per lb; merino wethers, half fatted, 11s to 13s, fairly fatted, 14s to 17s; fat lambs scarce, 13s to 15s. (928, 417, 1099, 464)
ad-heading: CROSSE & BLACKWELL'S CONDIMENTS, (217, 482, 354, 502)
telegram-text: AKAROA, Oct. 3, 10.40 a.m.—Arrived, Beautiful Star, s.s., from Timaru. She cannot proceed to Lyttelton until the weather moderates. The Paterson, p.s., from Lyttelton to Dunedin, put in for shelter. (18, 766, 189, 813)
book-item: Sheridan Knowles' Dramatic Works (204, 178, 334, 188)
ad-heading: NEW SUPPLIES OF BOOKS. (214, 39, 357, 49)
book-item: Addison's Essays from the Spectator (204, 160, 338, 170)
ad-day: SATURDAY, OCTOBER 4, (57, 1164, 150, 1174)
gossip-text: We have had three fine days in Wellington during the session. (1110, 482, 1282, 501)
post-signature: ARCH. BARR, Chief Postmaster. (72, 1105, 189, 1115)
ad-auctioneer: W. BARNETT & CO., Auctioneers. (66, 1201, 189, 1211)
ad-time: At half-past 1, and 6 in the evening, (38, 1173, 169, 1183)
ad-north-scoullar (200, 276, 371, 476)
tide-dunedin: DUNEDIN 2.30 p.m. (132, 74, 189, 101)
condiment-item: White Onions (204, 530, 254, 540)
book-item: Deschanel's Natural Philosophy (204, 114, 320, 124)
ad-address: MACLAGGAN STREET. (61, 1481, 146, 1491)
ad-text: Comprising— (260, 314, 311, 324)
divider (766, 686, 897, 687)
shipping-para: The barque Margarita sails to-morrow with the Lyttelton portion of her cargo. (18, 388, 189, 407)
condiment-item: West Indian Pickles (204, 567, 276, 577)
vessels-text: Vessels in Port Chalmers Bay this day:— Barque: Hadda, Brig: Thomas and Henry. Schooners: C. L. Taylor, and Maid of Otago. At the Railway Pier—Ships: Peter Denny, Allahabad, and St. Kilda. (18, 260, 189, 306)
left-sitting: (Left sitting.) (868, 373, 917, 383)
post-date: Chief Post Office, Dunedin, Oct. 3, 1873. (18, 1114, 166, 1124)
book-item: Proctor's The Orbs Around Us (204, 223, 314, 233)
condiment-item: Piccalilly (204, 521, 237, 531)
police-court-date: FRIDAY, OCTOBER 3. (791, 403, 872, 413)
paper-banner: The Evening Star (225, 1072, 346, 1121)
dateline: FRIDAY, OCTOBER 3, 1873. (200, 1113, 371, 1128)
column-2 (200, 35, 376, 1545)
divider (948, 704, 1079, 705)
shipping-para: The s.s. Wanganui goes into the floating dock to be cleaned and painted, after which she will probably take the southern trade in place of the Stormbird, which leaves for Wellington and Wanganui this evening. (18, 620, 189, 666)
condiment-item: Macaroni (204, 648, 239, 658)
carpet-item: Kidder (all wool) (200, 425, 260, 434)
ad-address: PRINCES STREET (69, 1463, 138, 1473)
address-heading: HONORABLE LEGISLATIVE COUNCILLORS AND MEMBERS OF THE HOUSE OF REPRESENTATIVES,— (1114, 569, 1278, 597)
dateline-place: WELLINGTON, September 29. (987, 730, 1099, 740)
news-item: The builders, carpenters, and joiners of London are demanding an advance of 1d per hour on their wages, making 9d per hour. (1110, 1446, 1282, 1474)
telegraph-text: The meeting of the New Zealand Shipping Company, this afternoon, was postponed for a fortnight. (928, 218, 1099, 246)
news-item: About half-past five yesterday evening a man was brought ashore from the schooner Janet Hannah, at Port Chalmers, he having been taken with an epileptic fit while working on board the schooner. He was so violent that his hands and feet had to be bound. He was carried to the Port Chalmers Hotel, where he was promptly attended by Dr Drysdale, and was then conveyed to the Dunedin Hospital. (382, 846, 553, 928)
book-item: Atheism or Theism? (204, 123, 277, 133)
shipping-para: The schooners Defiance and Pioneer came down from Dunedin, and sail for Moeraki this evening. (18, 487, 189, 515)
ad-crosse-blackwell (200, 478, 371, 699)
